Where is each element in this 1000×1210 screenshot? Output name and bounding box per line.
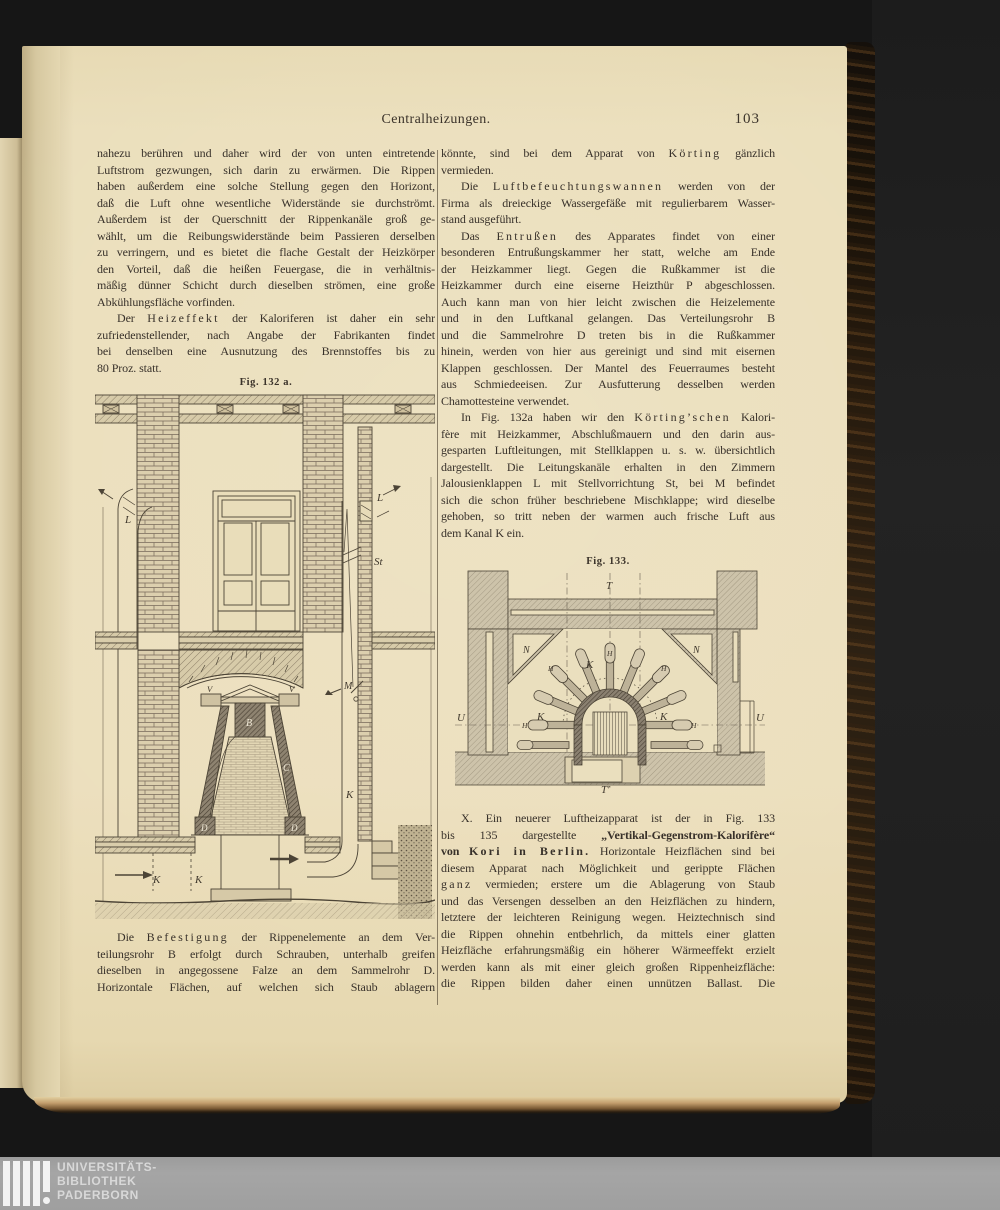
library-name-line: BIBLIOTHEK <box>57 1174 137 1188</box>
fig132a-label-l-right: L <box>377 492 384 504</box>
text-line: Firma als dreieckige Wassergefäße mit regulierbarem Wasser- <box>441 195 775 210</box>
facing-page-sliver <box>0 138 24 1088</box>
text-line: fère mit Heizkammer, Abschlußmauern und den darin aus- <box>441 426 775 441</box>
fig133-label-h-upper-right: H <box>661 664 667 673</box>
text-line: die Rippen ohnehin entbehrlich, da mittels einer glatten <box>441 926 775 941</box>
right-column-paragraph-1 <box>441 145 775 178</box>
text-line: haben außerdem eine solche Stellung gegen den Horizont, <box>97 179 435 193</box>
text-line: von Kori in Berlin. Horizontale Heizflächen sind bei <box>441 844 775 858</box>
text-line: letztere der leichteren Reinigung wegen. Heiztechnisch sind <box>441 910 775 924</box>
text-line: dargestellt. Die Leitungskanäle erhalten in den Zimmern <box>441 459 775 474</box>
text-line: besonderen Entrußungskammer her statt, welche am Ende <box>441 245 775 259</box>
fig133-label-t-bottom: T' <box>601 784 610 796</box>
book-cover-edge <box>845 42 875 1104</box>
text-line: Der Heizeffekt der Kaloriferen ist daher ein sehr <box>117 311 435 325</box>
text-line: bis 135 dargestellte „Vertikal-Gegenstrom-Kalorifère“ <box>441 827 775 842</box>
fig132a-label-l-left: L <box>125 514 132 526</box>
text-line: der Heizkammer liegt. Gegen die Rußkammer ist die <box>441 261 775 276</box>
fig133-label-k-2: K <box>537 711 545 723</box>
text-line: Heizkammer durch eine eiserne Heizthür P abgeschlossen. <box>441 278 775 292</box>
text-line: gehoben, so tritt neben der warmen auch frische Luft aus <box>441 509 775 523</box>
text-line: daß die Luft ohne wesentliche Widerstände sie durchströmt. <box>97 195 435 210</box>
text-line: gesparten Luftleitungen, mit Stellklappen u. s. w. übersichtlich <box>441 443 775 457</box>
fig133-label-h-upper-left: H <box>548 664 554 673</box>
text-line: aus Schmiedeeisen. Zur Ausfutterung desselben werden <box>441 377 775 391</box>
text-line: werden kann als mit einer gleich großen Rippenheizfläche: <box>441 959 775 974</box>
page-stack-edge <box>34 1097 840 1114</box>
text-line: und die Sammelrohre D treten bis in die Rußkammer <box>441 327 775 342</box>
text-line: dem Kanal K ein. <box>441 525 525 540</box>
text-line: Klappen geschlossen. Der Mantel des Feuerraumes besteht <box>441 360 775 375</box>
fig132a-label-st: St <box>374 556 383 568</box>
fig132a-label-d-right: D <box>291 823 298 833</box>
text-line: mäßig dünner Schicht durch dieselben strömen, eine große <box>97 278 435 292</box>
text-line: ganz vermieden; erstere um die Ablagerung von Staub <box>441 877 775 891</box>
fig132a-label-d-left: D <box>201 823 208 833</box>
column-divider-rule <box>437 150 438 1005</box>
library-name <box>57 1160 157 1202</box>
text-line: Außerdem ist der Querschnitt der Rippenkanäle groß ge- <box>97 212 435 226</box>
fig132a-label-c: C <box>283 763 290 774</box>
fig133-label-n-right: N <box>693 645 700 656</box>
fig132a-label-m: M <box>344 681 353 692</box>
text-line: Jalousienklappen L mit Stellvorrichtung St, bei M befindet <box>441 476 775 490</box>
fig132a-label-b: B <box>246 718 253 729</box>
text-line: Auch kann man von hier leicht zwischen die Heizelemente <box>441 294 775 309</box>
right-column-paragraph-2 <box>441 178 775 228</box>
text-line: Chamottesteine verwendet. <box>441 393 570 408</box>
text-line: wählt, um die Reibungswiderstände beim Passieren derselben <box>97 228 435 243</box>
text-line: sich die schon früher beschriebene Mischklappe; wird dieselbe <box>441 492 775 507</box>
text-line: zufriedenstellender, nach Angabe der Fabrikanten findet <box>97 327 435 342</box>
fig133-label-k-1: K <box>586 659 594 671</box>
library-name-line: UNIVERSITÄTS- <box>57 1160 157 1174</box>
fig-133-caption: Fig. 133. <box>586 556 630 567</box>
left-column-paragraph-3 <box>97 929 435 995</box>
text-line: Luftstrom gezwungen, sich darin zu erwärmen. Die Rippen <box>97 162 435 177</box>
text-line: Horizontale Flächen, auf welchen sich Staub ablagern <box>97 979 435 994</box>
background-right <box>872 0 1000 1210</box>
fig-133-illustration <box>455 569 765 802</box>
fig133-label-h-right: H <box>691 721 697 730</box>
text-line: und das Versengen desselben an den Heizflächen zu hindern, <box>441 893 775 908</box>
text-line: vermieden. <box>441 162 494 177</box>
text-line: 80 Proz. statt. <box>97 360 162 375</box>
fig132a-label-k-floor-1: K <box>153 874 161 886</box>
fig133-label-t-top: T <box>606 580 613 592</box>
right-column-paragraph-5 <box>441 810 775 992</box>
fig132a-label-k-duct: K <box>346 789 354 801</box>
text-line: Die Befestigung der Rippenelemente an dem Ver- <box>117 930 435 944</box>
text-line: könnte, sind bei dem Apparat von Körting gänzlich <box>441 146 775 160</box>
fig133-label-u-left: U <box>457 712 465 724</box>
fig-132a-illustration <box>95 389 435 934</box>
running-header: Centralheizungen. <box>381 112 491 127</box>
text-line: nahezu berühren und daher wird der von unten eintretende <box>97 146 435 160</box>
fig133-label-k-3: K <box>660 711 668 723</box>
page-number: 103 <box>734 111 760 127</box>
text-line: Das Entrußen des Apparates findet von einer <box>461 228 775 243</box>
text-line: Heizfläche erfahrungsmäßig ein höherer Wärmeeffekt erzielt <box>441 943 775 957</box>
text-line: den Vorteil, daß die heißen Feuergase, die in verhältnis- <box>97 261 435 276</box>
text-line: bei denselben eine Ausnutzung des Brennstoffes bis zu <box>97 344 435 358</box>
fig133-label-h-left: H <box>522 721 528 730</box>
left-column-paragraph-2 <box>97 310 435 376</box>
left-column-paragraph-1 <box>97 145 435 310</box>
text-line: dieselben in angegossene Falze an dem Sammelrohr D. <box>97 963 435 977</box>
right-column-paragraph-3 <box>441 228 775 410</box>
fig-132a-caption: Fig. 132 a. <box>239 377 293 388</box>
text-line: und in den Luftkanal gelangen. Das Verteilungsrohr B <box>441 311 775 325</box>
text-line: die Rippen bilden daher einen unnützen Ballast. Die <box>441 976 775 990</box>
library-name-line: PADERBORN <box>57 1188 139 1202</box>
fig133-label-u-right: U <box>756 712 764 724</box>
fig133-label-n-left: N <box>523 645 530 656</box>
text-line: stand ausgeführt. <box>441 212 522 226</box>
fig132a-label-k-floor-2: K <box>195 874 203 886</box>
text-line: zu verringern, und es bietet die flache Gestalt der Heizkörper <box>97 245 435 259</box>
text-line: X. Ein neuerer Luftheizapparat ist der in Fig. 133 <box>461 811 775 825</box>
text-line: teilungsrohr B erfolgt durch Schrauben, unterhalb greifen <box>97 946 435 961</box>
fig132a-label-v-right: V <box>289 684 295 694</box>
text-line: hinein, werden von hier aus gereinigt und sind mit eisernen <box>441 344 775 358</box>
fig132a-label-v-left: V <box>207 684 213 694</box>
text-line: In Fig. 132a haben wir den Körting’schen Kalori- <box>461 410 775 424</box>
fig133-label-h-top: H <box>607 649 613 658</box>
text-line: Die Luftbefeuchtungswannen werden von der <box>461 179 775 193</box>
text-line: Abkühlungsfläche vorfinden. <box>97 294 235 309</box>
right-column-paragraph-4 <box>441 409 775 541</box>
text-line: diesem Apparat nach Möglichkeit und gerippte Flächen <box>441 860 775 875</box>
